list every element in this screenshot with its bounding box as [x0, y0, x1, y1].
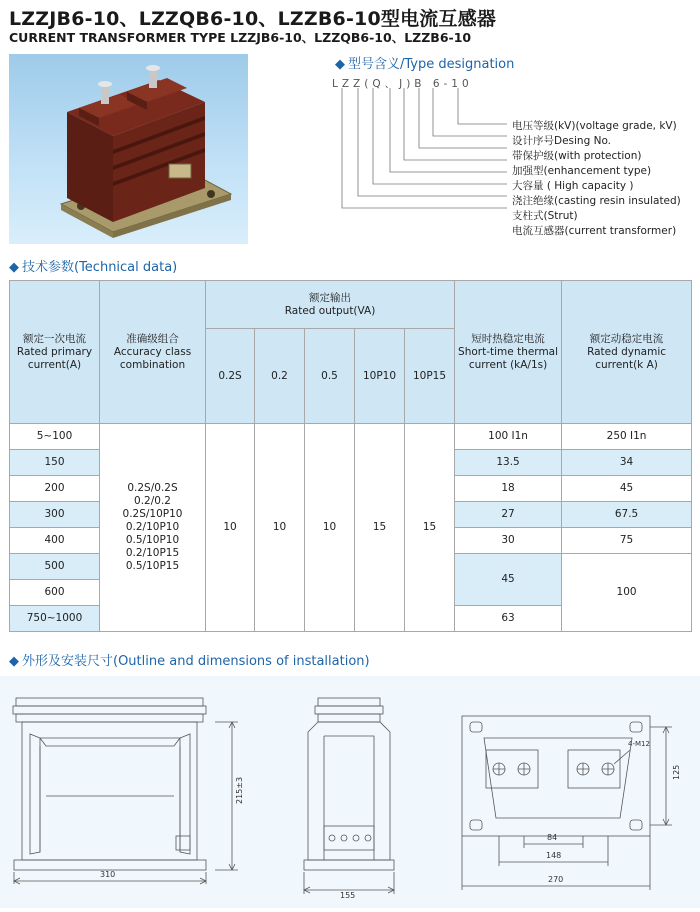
dim-height: 215±3	[235, 776, 244, 804]
designation-item: 大容量 ( High capacity )	[512, 180, 634, 192]
front-view-drawing	[13, 698, 238, 884]
primary-current-cell: 600	[10, 580, 100, 606]
dim-125: 125	[672, 764, 681, 780]
output-value-cell: 15	[355, 424, 405, 632]
dynamic-cell: 45	[562, 476, 692, 502]
product-photo	[9, 54, 248, 244]
designation-item: 电流互感器(current transformer)	[512, 225, 677, 237]
diamond-bullet-icon: ◆	[9, 654, 19, 669]
designation-item: 设计序号Desing No.	[512, 135, 612, 147]
output-value-cell: 10	[305, 424, 355, 632]
designation-item: 带保护级(with protection)	[512, 150, 642, 162]
header-rated-primary: 额定一次电流 Rated primary current(A)	[10, 281, 100, 424]
header-short-time-thermal: 短时热稳定电流 Short-time thermal current (kA/1s)	[455, 281, 562, 424]
dynamic-cell: 100	[562, 554, 692, 632]
header-output-class: 10P10	[355, 329, 405, 424]
dim-84: 84	[547, 833, 558, 842]
dim-width-side: 155	[340, 891, 356, 900]
thermal-cell: 30	[455, 528, 562, 554]
outline-drawing-area	[0, 676, 700, 908]
diamond-bullet-icon: ◆	[335, 57, 345, 72]
side-view-drawing	[304, 698, 394, 894]
header-output-class: 10P15	[405, 329, 455, 424]
primary-current-cell: 150	[10, 450, 100, 476]
technical-data-table	[9, 280, 692, 632]
diamond-bullet-icon: ◆	[9, 260, 19, 275]
thermal-cell: 18	[455, 476, 562, 502]
primary-current-cell: 200	[10, 476, 100, 502]
header-output-class: 0.5	[305, 329, 355, 424]
output-value-cell: 15	[405, 424, 455, 632]
designation-leader-lines	[330, 88, 510, 236]
designation-item: 支柱式(Strut)	[512, 210, 578, 222]
dynamic-cell: 67.5	[562, 502, 692, 528]
primary-current-cell: 300	[10, 502, 100, 528]
thermal-cell: 27	[455, 502, 562, 528]
designation-item: 加强型(enhancement type)	[512, 165, 652, 177]
thermal-cell: 100 I1n	[455, 424, 562, 450]
primary-current-cell: 400	[10, 528, 100, 554]
thermal-cell: 45	[455, 554, 562, 606]
page-subtitle: CURRENT TRANSFORMER TYPE LZZJB6-10、LZZQB6-10、LZZB6-10	[9, 30, 472, 45]
header-accuracy-class: 准确级组合 Accuracy class combination	[100, 281, 206, 424]
outline-drawings	[0, 676, 700, 908]
header-rated-dynamic: 额定动稳定电流 Rated dynamic current(k A)	[562, 281, 692, 424]
outline-heading: ◆ 外形及安装尺寸(Outline and dimensions of installation)	[9, 654, 370, 669]
dim-270: 270	[548, 875, 564, 884]
header-output-class: 0.2	[255, 329, 305, 424]
dim-bolt: 4-M12	[628, 740, 650, 748]
type-code: LZZ(Q、J)B 6-10	[332, 78, 473, 90]
primary-current-cell: 5~100	[10, 424, 100, 450]
accuracy-combinations-cell: 0.2S/0.2S 0.2/0.2 0.2S/10P10 0.2/10P10 0.5/10P10 0.2/10P15 0.5/10P15	[100, 424, 206, 632]
dim-148: 148	[546, 851, 562, 860]
header-output-class: 0.2S	[206, 329, 255, 424]
output-value-cell: 10	[255, 424, 305, 632]
dynamic-cell: 75	[562, 528, 692, 554]
header-rated-output: 额定输出 Rated output(VA)	[206, 281, 455, 329]
thermal-cell: 63	[455, 606, 562, 632]
dynamic-cell: 34	[562, 450, 692, 476]
technical-data-heading: ◆ 技术参数(Technical data)	[9, 260, 178, 275]
designation-item: 电压等级(kV)(voltage grade, kV)	[512, 120, 677, 132]
primary-current-cell: 750~1000	[10, 606, 100, 632]
dim-width-front: 310	[100, 870, 116, 879]
page-title: LZZJB6-10、LZZQB6-10、LZZB6-10型电流互感器	[9, 8, 497, 30]
type-designation-heading: ◆ 型号含义/Type designation	[335, 57, 515, 72]
thermal-cell: 13.5	[455, 450, 562, 476]
designation-item: 浇注绝缘(casting resin insulated)	[512, 195, 681, 207]
dynamic-cell: 250 I1n	[562, 424, 692, 450]
output-value-cell: 10	[206, 424, 255, 632]
current-transformer-illustration	[9, 54, 248, 244]
primary-current-cell: 500	[10, 554, 100, 580]
